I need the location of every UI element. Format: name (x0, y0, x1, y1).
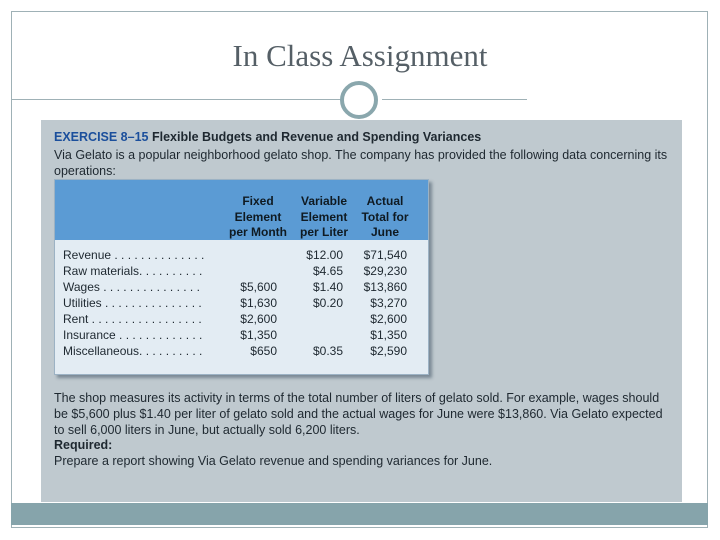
row-fixed: $1,630 (240, 296, 277, 310)
table-row (55, 280, 428, 296)
table-row (55, 312, 428, 328)
header-variable-line: Variable (300, 194, 348, 208)
exercise-body-text: The shop measures its activity in terms of the total number of liters of gelato sold. For example, wages should be $5,600 plus $1.40 per liter of gelato sold and the actual wages for June were $13,860. Via Gelato expected to sell 6,000 liters in June, but actually sold 6,200 liters. (54, 391, 663, 437)
table-row (55, 328, 428, 344)
table-row (55, 296, 428, 312)
title-divider-right (382, 99, 527, 100)
data-table (54, 179, 429, 375)
row-label: Miscellaneous. . . . . . . . . . (63, 344, 203, 358)
table-row (55, 344, 428, 360)
row-actual: $71,540 (363, 248, 407, 262)
row-actual: $2,590 (370, 344, 407, 358)
exercise-number: EXERCISE 8–15 (54, 130, 149, 144)
footer-bar (11, 503, 708, 525)
slide-title: In Class Assignment (232, 38, 488, 73)
header-actual (355, 194, 415, 241)
header-actual-line: Actual (366, 194, 404, 208)
header-variable-line: Element (300, 209, 348, 224)
row-fixed: $650 (250, 344, 277, 358)
header-variable-line: per Liter (299, 225, 348, 239)
row-variable: $12.00 (306, 248, 343, 262)
row-label: Insurance . . . . . . . . . . . . . (63, 328, 203, 342)
row-label: Rent . . . . . . . . . . . . . . . . . (63, 312, 202, 326)
row-label: Utilities . . . . . . . . . . . . . . . (63, 296, 202, 310)
row-label: Wages . . . . . . . . . . . . . . . (63, 280, 200, 294)
required-text: Prepare a report showing Via Gelato revenue and spending variances for June. (54, 454, 493, 468)
row-actual: $2,600 (370, 312, 407, 326)
header-actual-line: Total for (361, 209, 409, 224)
header-fixed-line: Fixed (242, 194, 274, 208)
row-variable: $0.35 (312, 344, 343, 358)
row-actual: $3,270 (370, 296, 407, 310)
row-variable: $4.65 (312, 264, 343, 278)
row-actual: $1,350 (370, 328, 407, 342)
exercise-title: Flexible Budgets and Revenue and Spending Variances (148, 130, 482, 144)
required-label: Required: (54, 438, 113, 452)
title-divider-left (11, 99, 344, 100)
row-actual: $13,860 (363, 280, 407, 294)
row-label: Revenue . . . . . . . . . . . . . . (63, 248, 205, 262)
row-fixed: $5,600 (240, 280, 277, 294)
table-row (55, 264, 428, 280)
header-fixed (225, 194, 291, 241)
ring-ornament-icon (340, 81, 378, 119)
header-actual-line: June (370, 225, 399, 239)
row-variable: $1.40 (312, 280, 343, 294)
table-header (55, 180, 428, 240)
exercise-intro: Via Gelato is a popular neighborhood gelato shop. The company has provided the following data concerning its operations: (54, 148, 668, 178)
table-row (55, 248, 428, 264)
header-variable (295, 194, 353, 241)
row-variable: $0.20 (312, 296, 343, 310)
header-fixed-line: Element (234, 209, 282, 224)
header-fixed-line: per Month (229, 225, 287, 239)
row-actual: $29,230 (363, 264, 407, 278)
exercise-heading (54, 130, 481, 144)
row-fixed: $2,600 (240, 312, 277, 326)
row-label: Raw materials. . . . . . . . . . (63, 264, 203, 278)
row-fixed: $1,350 (240, 328, 277, 342)
